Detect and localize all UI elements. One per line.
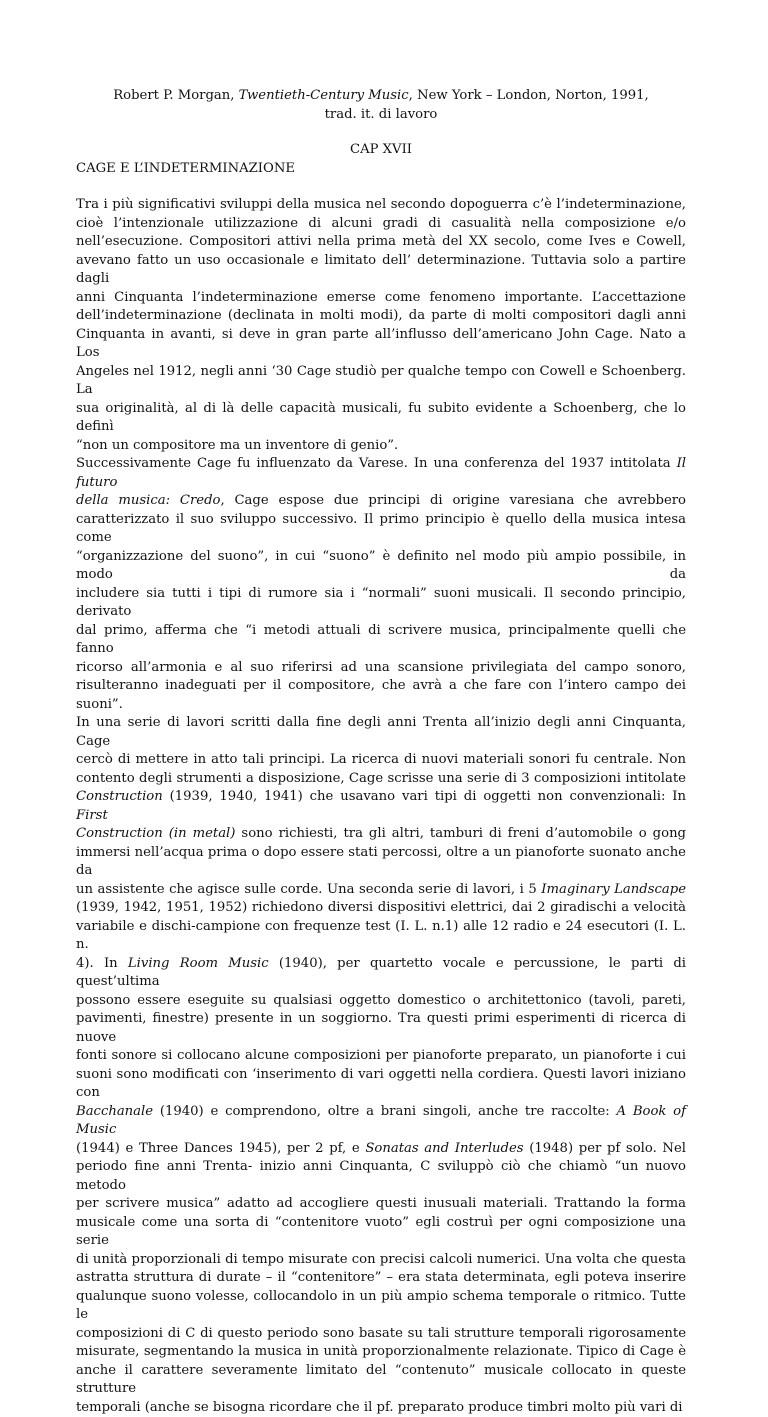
- text-line: [76, 1399, 686, 1417]
- text-run: anni Cinquanta l’indeterminazione emerse come fenomeno importante. L’accettazione: [76, 290, 686, 305]
- text-run: pavimenti, finestre) presente in un soggiorno. Tra questi primi esperimenti di ricerca di nuove: [76, 1011, 686, 1045]
- text-line: [76, 1066, 686, 1103]
- text-run: (1939, 1940, 1941) che usavano vari tipi di oggetti non convenzionali: In: [163, 789, 686, 804]
- text-run: per scrivere musica” adatto ad accogliere questi inusuali materiali. Trattando la forma: [76, 1196, 686, 1211]
- text-line: [76, 881, 686, 900]
- text-line: [76, 1195, 686, 1214]
- text-run: (1940) e comprendono, oltre a brani singoli, anche tre raccolte:: [153, 1104, 616, 1119]
- text-line: [76, 1158, 686, 1195]
- text-run: contento degli strumenti a disposizione, Cage scrisse una serie di 3 composizioni intitolate: [76, 771, 686, 786]
- text-run: Cinquanta in avanti, si deve in gran parte all’influsso dell’americano John Cage. Nato a Los: [76, 327, 686, 361]
- text-line: [76, 899, 686, 918]
- text-line: [76, 400, 686, 437]
- text-run: sono richiesti, tra gli altri, tamburi di freni d’automobile o gong: [235, 826, 686, 841]
- text-run: composizioni di C di questo periodo sono basate su tali strutture temporali rigorosamente: [76, 1326, 686, 1341]
- text-run: dal primo, afferma che “i metodi attuali di scrivere musica, principalmente quelli che fanno: [76, 623, 686, 657]
- text-line: [76, 1343, 686, 1362]
- text-line: [76, 252, 686, 289]
- text-line: [76, 215, 686, 234]
- text-line: [76, 1010, 686, 1047]
- text-line: [76, 1140, 686, 1159]
- text-line: [76, 437, 686, 456]
- text-run: In una serie di lavori scritti dalla fine degli anni Trenta all’inizio degli anni Cinquanta, Cage: [76, 715, 686, 749]
- text-run: fonti sonore si collocano alcune composizioni per pianoforte preparato, un pianoforte i cui: [76, 1048, 686, 1063]
- text-line: [76, 585, 686, 622]
- text-line: [76, 289, 686, 308]
- text-run: caratterizzato il suo sviluppo successivo. Il primo principio è quello della musica intesa come: [76, 512, 686, 546]
- text-line: [76, 751, 686, 770]
- text-run: risulteranno inadeguati per il compositore, che avrà a che fare con l’intero campo dei suoni”.: [76, 678, 686, 712]
- text-run: suoni sono modificati con ‘inserimento di vari oggetti nella cordiera. Questi lavori iniziano con: [76, 1067, 686, 1101]
- text-line: [76, 788, 686, 825]
- text-line: [76, 714, 686, 751]
- text-line: [76, 622, 686, 659]
- text-line: [76, 677, 686, 714]
- text-line: [76, 1047, 686, 1066]
- text-line: [76, 196, 686, 215]
- text-line: [76, 1362, 686, 1399]
- text-run: includere sia tutti i tipi di rumore sia i “normali” suoni musicali. Il secondo principio, derivato: [76, 586, 686, 620]
- text-run: (1944) e Three Dances 1945), per 2 pf, e: [76, 1141, 365, 1156]
- text-run: avevano fatto un uso occasionale e limitato dell’ determinazione. Tuttavia solo a partire dagli: [76, 253, 686, 287]
- text-line: [76, 1269, 686, 1288]
- text-line: [76, 825, 686, 844]
- text-run: immersi nell’acqua prima o dopo essere stati percossi, oltre a un pianoforte suonato anche da: [76, 845, 686, 879]
- body-text: [76, 196, 686, 1417]
- text-line: [76, 548, 686, 585]
- italic-text: Il futuro: [76, 456, 686, 490]
- text-line: [76, 511, 686, 548]
- text-run: periodo fine anni Trenta- inizio anni Cinquanta, C sviluppò ciò che chiamò “un nuovo metodo: [76, 1159, 686, 1193]
- text-run: 4). In: [76, 956, 128, 971]
- text-run: cercò di mettere in atto tali principi. La ricerca di nuovi materiali sonori fu centrale. Non: [76, 752, 686, 767]
- text-run: ricorso all’armonia e al suo riferirsi ad una scansione privilegiata del campo sonoro,: [76, 660, 686, 675]
- text-line: [76, 1103, 686, 1140]
- citation-author: Robert P. Morgan,: [113, 88, 238, 103]
- text-line: [76, 1251, 686, 1270]
- text-line: [76, 455, 686, 492]
- italic-text: A Book of Music: [76, 1104, 686, 1138]
- text-line: [76, 918, 686, 955]
- text-line: [76, 492, 686, 511]
- text-run: (1948) per pf solo. Nel: [524, 1141, 686, 1156]
- text-run: cioè l’intenzionale utilizzazione di alcuni gradi di casualità nella composizione e/o: [76, 216, 686, 231]
- text-run: Successivamente Cage fu influenzato da Varese. In una conferenza del 1937 intitolata: [76, 456, 677, 471]
- text-run: nell’esecuzione. Compositori attivi nella prima metà del XX secolo, come Ives e Cowell,: [76, 234, 686, 249]
- text-line: [76, 1288, 686, 1325]
- text-run: variabile e dischi-campione con frequenze test (I. L. n.1) alle 12 radio e 24 esecutori (I. L. n.: [76, 919, 686, 953]
- text-run: “organizzazione del suono”, in cui “suono” è definito nel modo più ampio possibile, in modo da: [76, 549, 686, 583]
- citation-translation-note: trad. it. di lavoro: [325, 107, 438, 122]
- text-run: sua originalità, al di là delle capacità musicali, fu subito evidente a Schoenberg, che lo definì: [76, 401, 686, 435]
- text-line: [76, 659, 686, 678]
- text-run: , Cage espose due principi di origine varesiana che avrebbero: [220, 493, 686, 508]
- text-run: un assistente che agisce sulle corde. Una seconda serie di lavori, i 5: [76, 882, 541, 897]
- text-line: [76, 770, 686, 789]
- text-run: di unità proporzionali di tempo misurate con precisi calcoli numerici. Una volta che questa: [76, 1252, 686, 1267]
- text-line: [76, 307, 686, 326]
- text-run: anche il carattere severamente limitato del “contenuto” musicale collocato in queste strutture: [76, 1363, 686, 1397]
- text-run: Tra i più significativi sviluppi della musica nel secondo dopoguerra c’è l’indeterminazione,: [76, 197, 686, 212]
- paragraph: [76, 455, 686, 714]
- text-run: dell’indeterminazione (declinata in molti modi), da parte di molti compositori dagli anni: [76, 308, 686, 323]
- text-run: misurate, segmentando la musica in unità proporzionalmente relazionate. Tipico di Cage è: [76, 1344, 686, 1359]
- chapter-title: CAGE E L’INDETERMINAZIONE: [76, 159, 686, 178]
- text-run: (1939, 1942, 1951, 1952) richiedono diversi dispositivi elettrici, dai 2 giradischi a velocità: [76, 900, 686, 915]
- text-line: [76, 955, 686, 992]
- chapter-number: CAP XVII: [76, 140, 686, 159]
- italic-text: First: [76, 808, 108, 823]
- italic-text: Construction (in metal): [76, 826, 235, 841]
- text-run: astratta struttura di durate – il “contenitore” – era stata determinata, egli poteva inserire: [76, 1270, 686, 1285]
- text-line: [76, 992, 686, 1011]
- italic-text: Bacchanale: [76, 1104, 153, 1119]
- text-run: qualunque suono volesse, collocandolo in un più ampio schema temporale o ritmico. Tutte le: [76, 1289, 686, 1323]
- italic-text: Construction: [76, 789, 163, 804]
- paragraph: [76, 196, 686, 455]
- citation: [76, 86, 686, 124]
- text-line: [76, 233, 686, 252]
- italic-text: della musica: Credo: [76, 493, 220, 508]
- text-run: “non un compositore ma un inventore di genio”.: [76, 438, 398, 453]
- text-run: Angeles nel 1912, negli anni ‘30 Cage studiò per qualche tempo con Cowell e Schoenberg. La: [76, 364, 686, 398]
- italic-text: Imaginary Landscape: [541, 882, 686, 897]
- text-run: possono essere eseguite su qualsiasi oggetto domestico o architettonico (tavoli, pareti,: [76, 993, 686, 1008]
- text-line: [76, 844, 686, 881]
- italic-text: Living Room Music: [128, 956, 269, 971]
- citation-book-title: Twentieth-Century Music: [239, 88, 409, 103]
- text-line: [76, 1214, 686, 1251]
- text-line: [76, 326, 686, 363]
- text-run: temporali (anche se bisogna ricordare che il pf. preparato produce timbri molto più vari di: [76, 1400, 683, 1415]
- italic-text: Sonatas and Interludes: [365, 1141, 523, 1156]
- text-run: (1940), per quartetto vocale e percussione, le parti di quest’ultima: [76, 956, 686, 990]
- text-line: [76, 363, 686, 400]
- paragraph: [76, 714, 686, 1417]
- text-run: musicale come una sorta di “contenitore vuoto” egli costruì per ogni composizione una serie: [76, 1215, 686, 1249]
- text-line: [76, 1325, 686, 1344]
- citation-publisher: , New York – London, Norton, 1991,: [409, 88, 649, 103]
